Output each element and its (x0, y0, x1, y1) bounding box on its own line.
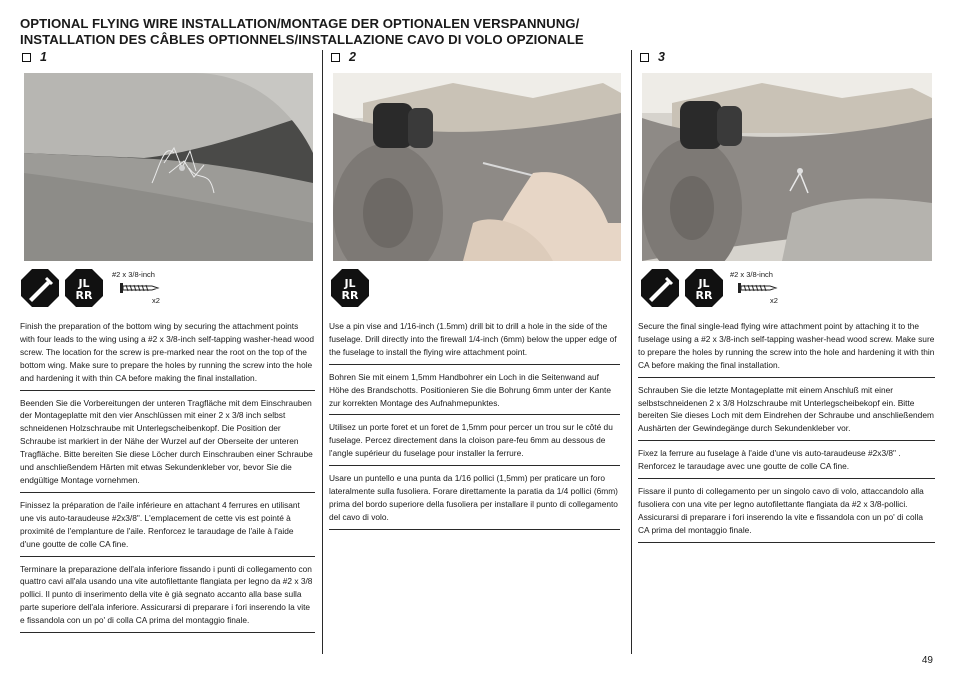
ca-glue-icon (64, 268, 104, 308)
screw-quantity: x2 (770, 296, 778, 305)
paragraph-german: Schrauben Sie die letzte Montageplatte mit einem Anschluß mit einer selbstschneidenen 2 x 3/8 Holzschraube mit Unterlegscheibekopf ein. Bitte bereiten Sie dieses Loch mit dem Eindrehen der Schraube und anschließendem Aushärten der Gewindegänge durch Sekundenkleber vor. (638, 384, 935, 442)
step-number: 3 (658, 50, 665, 64)
svg-text:JL: JL (344, 277, 356, 290)
paragraph-german: Bohren Sie mit einem 1,5mm Handbohrer ein Loch in die Seitenwand auf Höhe des Brandschotts. Positionieren Sie die Bohrung 6mm unter der Kante zur korrekten Montage des Aufnahmepunktes. (329, 371, 620, 416)
svg-text:RR: RR (341, 289, 359, 302)
svg-text:RR: RR (695, 289, 713, 302)
step-3-text (638, 320, 935, 549)
step-2-tools (330, 268, 370, 308)
step-1-header (22, 50, 47, 64)
page-title (20, 16, 920, 48)
screwdriver-icon (20, 268, 60, 308)
screw-size-label: #2 x 3/8-inch (730, 270, 773, 279)
step-1-tools (20, 268, 104, 308)
ca-glue-icon (330, 268, 370, 308)
paragraph-french: Finissez la préparation de l'aile inférieure en attachant 4 ferrures en utilisant une vis auto-taraudeuse #2x3/8". L'emplacement de cette vis est pointé à proximité de l'emplanture de l'aile. Renforcez le taraudage de l'aile à l'aide d'une goutte de colle CA fine. (20, 499, 315, 557)
step-1-text (20, 320, 315, 639)
ca-glue-icon (684, 268, 724, 308)
step-1-screw (112, 270, 172, 306)
svg-text:RR: RR (75, 289, 93, 302)
screw-icon (120, 282, 160, 294)
paragraph-french: Fixez la ferrure au fuselage à l'aide d'une vis auto-taraudeuse #2x3/8" . Renforcez le taraudage avec une goutte de colle CA fine. (638, 447, 935, 479)
paragraph-german: Beenden Sie die Vorbereitungen der unteren Tragfläche mit dem Einschrauben der Montageplatte mit den vier Anschlüssen mit einer 2 x 3/8 inch selbst schneidenen Holzschraube mit Unterlegscheibenkopf. Die Position der Schraube ist markiert in der Nähe der Wurzel auf der Oberseite der unteren Tragfläche. Bitte bereiten Sie diese Löcher durch Einschrauben einer Schraube und anschließendem Härten mit etwas Sekundenkleber vor, bevor Sie die endgültige Montage vornehmen. (20, 397, 315, 493)
step-3-photo (642, 73, 932, 261)
column-divider (631, 50, 632, 654)
paragraph-english: Secure the final single-lead flying wire attachment point by attaching it to the fuselage using a #2 x 3/8-inch self-tapping washer-head wood screw. Make sure to prepare the holes by running the screw into the hole and hardening it with thin CA before making the final installation. (638, 320, 935, 378)
page-number: 49 (921, 655, 933, 666)
paragraph-french: Utilisez un porte foret et un foret de 1,5mm pour percer un trou sur le côté du fuselage. Percez directement dans la cloison pare-feu 6mm au dessous de l'angle supérieur du fuselage pour installer la ferrure. (329, 421, 620, 466)
step-2-photo (333, 73, 621, 261)
screwdriver-icon (640, 268, 680, 308)
checkbox-icon[interactable] (331, 53, 340, 62)
screw-size-label: #2 x 3/8-inch (112, 270, 155, 279)
svg-text:JL: JL (698, 277, 710, 290)
column-divider (322, 50, 323, 654)
step-3-tools (640, 268, 724, 308)
checkbox-icon[interactable] (640, 53, 649, 62)
step-2-header (331, 50, 356, 64)
step-3-header (640, 50, 665, 64)
checkbox-icon[interactable] (22, 53, 31, 62)
step-2-text (329, 320, 620, 536)
svg-text:JL: JL (78, 277, 90, 290)
screw-quantity: x2 (152, 296, 160, 305)
screw-icon (738, 282, 778, 294)
step-1-photo (24, 73, 313, 261)
paragraph-english: Use a pin vise and 1/16-inch (1.5mm) drill bit to drill a hole in the side of the fuselage. Drill directly into the firewall 1/4-inch (6mm) below the upper edge of the fuselage to install the flying wire attachment point. (329, 320, 620, 365)
step-3-screw (730, 270, 790, 306)
step-number: 2 (349, 50, 356, 64)
paragraph-english: Finish the preparation of the bottom wing by securing the attachment points with four leads to the wing using a #2 x 3/8-inch self-tapping washer-head wood screw. The location for the screw is pre-marked near the root on the top of the bottom wing. Make sure to prepare the holes by running the screw into the hole and hardening it with thin CA before making the final installation. (20, 320, 315, 391)
paragraph-italian: Fissare il punto di collegamento per un singolo cavo di volo, attaccandolo alla fusoliera con una vite per legno autofilettante flangiata da #2 x 3/8-pollici. Assicurarsi di preparare i fori inserendo la vite e fissandola con un po' di colla CA prima del montaggio finale. (638, 485, 935, 543)
step-number: 1 (40, 50, 47, 64)
paragraph-italian: Usare un puntello e una punta da 1/16 pollici (1,5mm) per praticare un foro lateralmente sulla fusoliera. Forare direttamente la paratia da 1/4 pollici (6mm) prima del bordo superiore della fusoliera per installare il punto di collegamento del cavo di volo. (329, 472, 620, 530)
title-line-1: OPTIONAL FLYING WIRE INSTALLATION/MONTAGE DER OPTIONALEN VERSPANNUNG/ (20, 16, 580, 31)
paragraph-italian: Terminare la preparazione dell'ala inferiore fissando i punti di collegamento con quattro cavi all'ala usando una vite autofilettante flangiata per legno da #2 x 3/8 pollici. Il punto di inserimento della vite è già segnato accanto alla base sulla parte superiore dell'ala inferiore. Assicurarsi di preparare i fori inserendo la vite e fissandola con un po' di colla CA prima del montaggio finale. (20, 563, 315, 634)
title-line-2: INSTALLATION DES CÂBLES OPTIONNELS/INSTALLAZIONE CAVO DI VOLO OPZIONALE (20, 32, 584, 47)
